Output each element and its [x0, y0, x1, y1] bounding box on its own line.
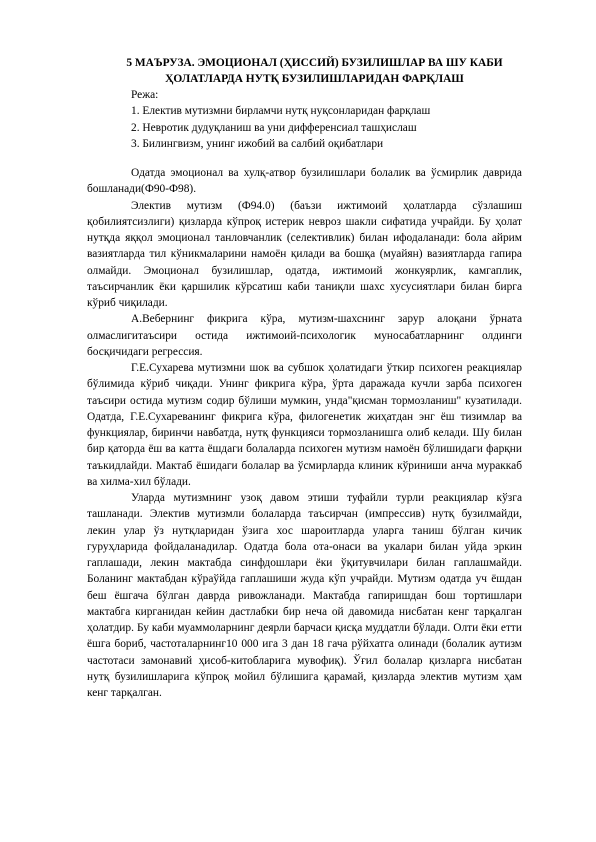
section-spacer [87, 152, 522, 165]
paragraph-webern: А.Вебернинг фикрига кўра, мутизм-шахснинг зарур алоқани ўрната олмаслигитаъсири остида ижтимоий-психологик муносабатларнинг олдинги босқичидаги регрессия. [87, 313, 522, 358]
paragraph-sukhareva: Г.Е.Сухарева мутизмни шок ва субшок ҳолатидаги ўткир психоген реакциялар бўлимида кўриб чиқади. Унинг фикрига кўра, ўрта даражада кучли зарба психоген таъсири остида мутизм содир бўлиши мумкин, унда"қисман тормозланиш" кузатилади. Одатда, Г.Е.Сухареванинг фикрига кўра, филогенетик жиҳатдан энг ёш тизимлар ва функциялар, биринчи навбатда, нутқ функцияси тормозланишга олиб келади. Шу билан бир қаторда ёш ва катта ёшдаги болаларда психоген мутизм намоён бўлишидаги фарқни таъкидлайди. Мактаб ёшидаги болалар ва ўсмирларда клиник кўриниши анча мураккаб ва хилма-хил бўлади. [87, 362, 522, 488]
paragraph-intro: Одатда эмоционал ва хулқ-атвор бузилишлари болалик ва ўсмирлик даврида бошланади(Ф90-Ф98). [87, 167, 522, 196]
paragraph-elective-mutism: Электив мутизм (Ф94.0) (баъзи ижтимоий ҳолатларда сўзлашиш қобилиятсизлиги) қизларда кўпроқ истерик невроз шакли сифатида учрайди. Бу ҳолат нутқда яққол эмоционал танловчанлик (селективлик) билан ифодаланади: бола айрим вазиятларда тил кўникмаларини намоён қилади ва бошқа (муайян) вазиятларда гапира олмайди. Эмоционал бузилишлар, одатда, ижтимоий жонкуярлик, камгаплик, таъсирчанлик ёки қаршилик кўрсатиш каби таниқли шахс хусусиятлари билан бирга кўриб чиқилади. [87, 199, 522, 309]
plan-list [131, 103, 522, 152]
plan-label: Режа: [131, 89, 159, 101]
plan-item-2: 2. Невротик дудуқланиш ва уни дифференсиал ташҳислаш [131, 121, 417, 134]
plan-item-1: 1. Електив мутизмни бирламчи нутқ нуқсонларидан фарқлаш [131, 105, 431, 118]
paragraph-prolonged-mutism: Уларда мутизмнинг узоқ давом этиши туфайли турли реакциялар кўзга ташланади. Электив мутизмли болаларда таъсирчан (импрессив) нутқ бузилмайди, лекин улар ўз нутқларидан ўзига хос шароитларда уларга таниш бўлган кичик гуруҳларида фойдаланадилар. Одатда бола ота-онаси ва укалари билан уйда эркин гаплашади, лекин мактабда синфдошлари ёки ўқитувчилари билан гаплашмайди. Боланинг мактабдан кўраўйда гаплашиши жуда кўп учрайди. Мутизм одатда уч ёшдан беш ёшгача бўлган даврда ривожланади. Мактабда гапиришдан бош тортишлари мактабга кирганидан кейин дастлабки бир неча ой давомида нисбатан кенг тарқалган ҳолатдир. Бу каби муаммоларнинг деярли барчаси қисқа муддатли бўлади. Олти ёки етти ёшга бориб, частоталарнинг10 000 ига 3 дан 18 гача рўйхатга олинади (болалик аутизм частотаси замонавий ҳисоб-китобларига мувофиқ). Ўғил болалар қизларга нисбатан нутқ бузилишларига кўпроқ мойил бўлишига қарамай, қизларда электив мутизм ҳам кенг тарқалган. [87, 492, 522, 699]
document-page [87, 55, 522, 701]
plan-item-3: 3. Билингвизм, унинг ижобий ва салбий оқибатлари [131, 137, 384, 150]
lecture-title: 5 МАЪРУЗА. ЭМОЦИОНАЛ (ҲИССИЙ) БУЗИЛИШЛАР ВА ШУ КАБИ ҲОЛАТЛАРДА НУТҚ БУЗИЛИШЛАРИДАН ФАРҚЛАШ [126, 57, 503, 85]
